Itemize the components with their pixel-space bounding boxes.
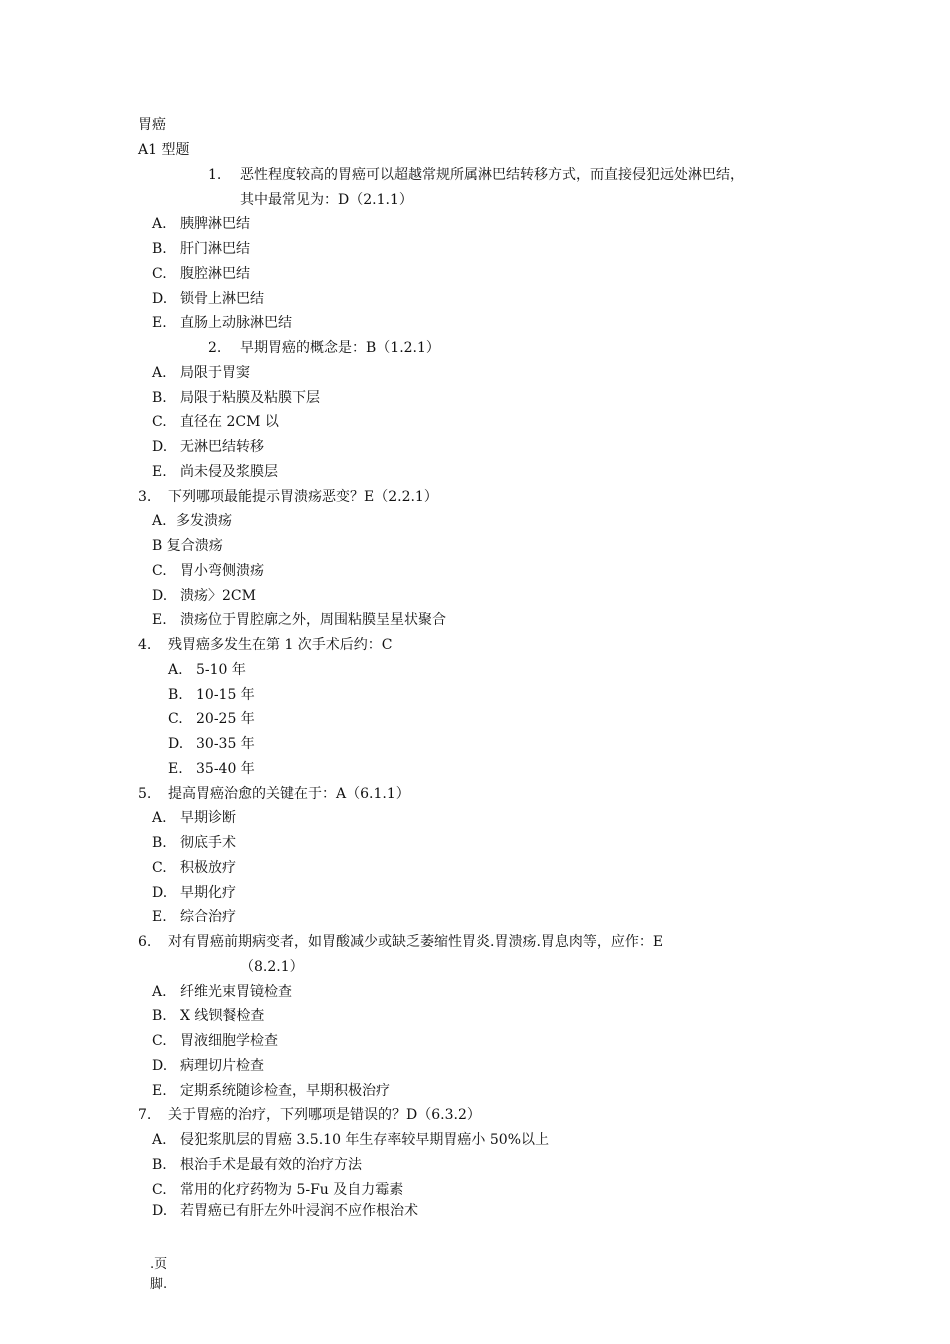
option <box>152 1031 278 1051</box>
question-6-continuation: （8.2.1） <box>240 959 304 975</box>
option <box>152 1155 362 1175</box>
option <box>168 685 255 705</box>
option <box>152 1180 403 1200</box>
option <box>152 289 264 309</box>
option <box>152 610 446 630</box>
option-letter: A. <box>152 1132 167 1148</box>
question-text: 关于胃癌的治疗，下列哪项是错误的？D（6.3.2） <box>168 1107 481 1123</box>
option-letter: B. <box>152 390 167 406</box>
option-letter: C. <box>168 711 183 727</box>
option <box>152 388 320 408</box>
option-letter: D. <box>152 291 168 307</box>
option-text: 10-15 年 <box>196 687 255 703</box>
option-letter: A. <box>152 984 167 1000</box>
option-letter: D. <box>152 885 168 901</box>
option-text: 肝门淋巴结 <box>180 241 250 257</box>
option-text: 侵犯浆肌层的胃癌 3.5.10 年生存率较早期胃癌小 50%以上 <box>180 1132 549 1148</box>
option-text: 根治手术是最有效的治疗方法 <box>180 1157 362 1173</box>
option-letter: D. <box>152 588 168 604</box>
option-letter: A. <box>152 810 167 826</box>
option <box>152 833 236 853</box>
option-letter: E. <box>152 1083 167 1099</box>
option-letter: B. <box>152 1157 167 1173</box>
option-text: 胃液细胞学检查 <box>180 1033 278 1049</box>
option-letter: E. <box>152 315 167 331</box>
section-heading: A1 型题 <box>138 142 190 158</box>
option-letter: E. <box>152 612 167 628</box>
option-letter: D. <box>152 1203 168 1219</box>
option-letter: D. <box>152 439 168 455</box>
option <box>152 858 236 878</box>
option-text: 20-25 年 <box>196 711 255 727</box>
option <box>152 264 250 284</box>
option <box>168 759 255 779</box>
option <box>152 586 256 606</box>
option-letter: C. <box>152 1033 167 1049</box>
footer-line-1: .页 <box>150 1257 168 1272</box>
option-text: 胰脾淋巴结 <box>180 216 250 232</box>
question-number: 5. <box>138 786 152 802</box>
option-letter: B. <box>168 687 183 703</box>
option-letter: C. <box>152 1182 167 1198</box>
option-letter: C. <box>152 860 167 876</box>
option <box>152 982 292 1002</box>
page-footer <box>150 1255 167 1295</box>
option <box>168 709 255 729</box>
option-letter: E. <box>168 761 183 777</box>
option <box>152 363 250 383</box>
option-text: 早期化疗 <box>180 885 236 901</box>
option-text: 局限于胃窦 <box>180 365 250 381</box>
question-number: 7. <box>138 1107 152 1123</box>
option-text: 锁骨上淋巴结 <box>180 291 264 307</box>
option-text: 直径在 2CM 以 <box>180 414 279 430</box>
option-text: 溃疡位于胃腔廓之外，周围粘膜呈星状聚合 <box>180 612 446 628</box>
option-text: 病理切片检查 <box>180 1058 264 1074</box>
option-text: 积极放疗 <box>180 860 236 876</box>
question-text: 残胃癌多发生在第 1 次手术后约：C <box>168 637 393 653</box>
option-text: 无淋巴结转移 <box>180 439 264 455</box>
question-number: 1. <box>208 167 222 183</box>
question-text: 对有胃癌前期病变者，如胃酸减少或缺乏萎缩性胃炎.胃溃疡.胃息肉等，应作：E <box>168 934 664 950</box>
option-text: X 线钡餐检查 <box>180 1008 265 1024</box>
question-1-continuation: 其中最常见为：D（2.1.1） <box>240 192 413 208</box>
option <box>152 313 292 333</box>
option-letter: B. <box>152 241 167 257</box>
option-text: 彻底手术 <box>180 835 236 851</box>
option <box>152 1056 264 1076</box>
question-text: 下列哪项最能提示胃溃疡恶变？E（2.2.1） <box>168 489 438 505</box>
option-text: 直肠上动脉淋巴结 <box>180 315 292 331</box>
option-letter: D. <box>152 1058 168 1074</box>
option-text: 综合治疗 <box>180 909 236 925</box>
question-7 <box>138 1105 481 1125</box>
option-letter: C. <box>152 266 167 282</box>
option-letter: E. <box>152 464 167 480</box>
option-text: 早期诊断 <box>180 810 236 826</box>
question-5 <box>138 784 410 804</box>
question-number: 6. <box>138 934 152 950</box>
option-text: 多发溃疡 <box>176 513 232 529</box>
option-letter: A. <box>168 662 183 678</box>
option-text: 尚未侵及浆膜层 <box>180 464 278 480</box>
footer-line-2: 脚. <box>150 1277 168 1292</box>
option <box>168 734 255 754</box>
option <box>152 511 232 531</box>
option-letter: D. <box>168 736 184 752</box>
option <box>152 1130 549 1150</box>
option-letter: B. <box>152 835 167 851</box>
option-text: 5-10 年 <box>196 662 246 678</box>
option-letter: A. <box>152 216 167 232</box>
question-1 <box>208 165 744 185</box>
option-text: 定期系统随诊检查，早期积极治疗 <box>180 1083 390 1099</box>
option <box>152 561 264 581</box>
option <box>152 462 278 482</box>
option-letter: C. <box>152 563 167 579</box>
option <box>152 1201 418 1221</box>
option-text: 溃疡〉2CM <box>180 588 256 604</box>
option-text: 胃小弯侧溃疡 <box>180 563 264 579</box>
option-text: 局限于粘膜及粘膜下层 <box>180 390 320 406</box>
question-text: 恶性程度较高的胃癌可以超越常规所属淋巴结转移方式，而直接侵犯远处淋巴结， <box>240 167 744 183</box>
question-number: 3. <box>138 489 152 505</box>
question-3 <box>138 487 438 507</box>
option <box>152 907 236 927</box>
question-2 <box>208 338 440 358</box>
option <box>152 412 279 432</box>
option-text: 纤维光束胃镜检查 <box>180 984 292 1000</box>
option-text: 35-40 年 <box>196 761 255 777</box>
option-letter: A. <box>152 365 167 381</box>
doc-title: 胃癌 <box>138 117 166 133</box>
question-6 <box>138 932 663 952</box>
question-number: 4. <box>138 637 152 653</box>
option-letter: C. <box>152 414 167 430</box>
option <box>152 437 264 457</box>
question-text: 提高胃癌治愈的关键在于：A（6.1.1） <box>168 786 410 802</box>
question-text: 早期胃癌的概念是：B（1.2.1） <box>240 340 440 356</box>
option-text: 常用的化疗药物为 5-Fu 及自力霉素 <box>180 1182 404 1198</box>
option <box>152 1006 264 1026</box>
option: B 复合溃疡 <box>152 538 223 554</box>
option <box>152 1081 390 1101</box>
option <box>152 808 236 828</box>
option-letter: E. <box>152 909 167 925</box>
option <box>152 239 250 259</box>
option-text: 30-35 年 <box>196 736 255 752</box>
option <box>152 214 250 234</box>
option-letter: B. <box>152 1008 167 1024</box>
question-4 <box>138 635 393 655</box>
option <box>152 883 236 903</box>
option <box>168 660 246 680</box>
option-text: 若胃癌已有肝左外叶浸润不应作根治术 <box>180 1203 418 1219</box>
question-number: 2. <box>208 340 222 356</box>
option-text: 腹腔淋巴结 <box>180 266 250 282</box>
option-letter: A. <box>152 513 167 529</box>
